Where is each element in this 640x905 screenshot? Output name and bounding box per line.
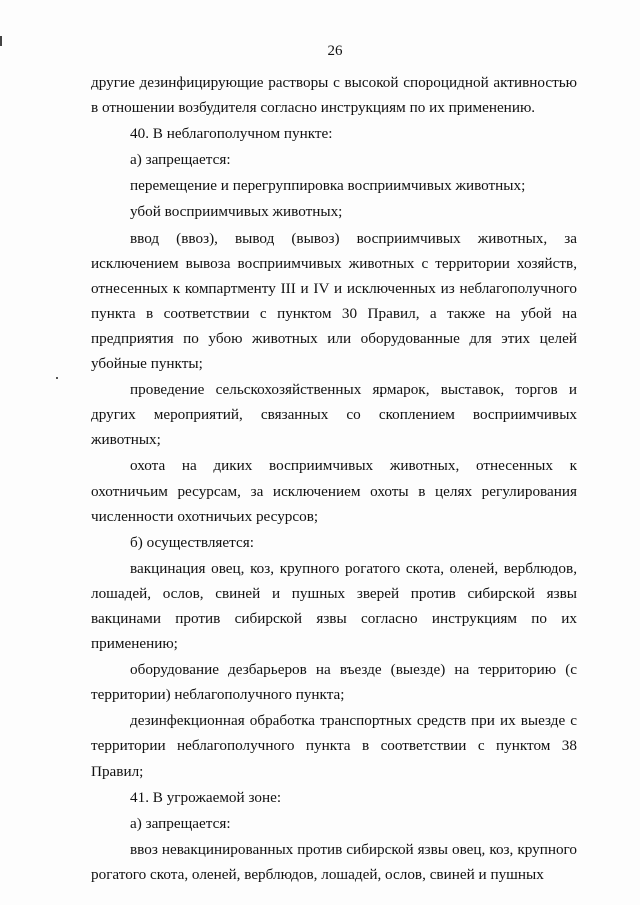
paragraph: а) запрещается:: [130, 151, 231, 169]
paragraph: охота на диких восприимчивых животных, отнесенных к охотничьим ресурсам, за исключением охоты в целях регулирования численности охотничьих ресурсов;: [91, 457, 577, 525]
paragraph: ввод (ввоз), вывод (вывоз) восприимчивых животных, за исключением вывоза восприимчивых животных с территории хозяйств, отнесенных к компартменту III и IV и исключенных из неблагополучного пункта в соответствии с пунктом 30 Правил, а также на убой на предприятия по убою животных или оборудованные для этих целей убойные пункты;: [91, 229, 577, 373]
paragraph: а) запрещается:: [130, 814, 231, 832]
paragraph: вакцинация овец, коз, крупного рогатого скота, оленей, верблюдов, лошадей, ослов, свиней и пушных зверей против сибирской язвы вакцинами против сибирской язвы согласно инструкциям по их применению;: [91, 559, 577, 653]
paragraph: дезинфекционная обработка транспортных средств при их выезде с территории неблагополучного пункта в соответствии с пунктом 38 Правил;: [91, 712, 577, 780]
page-number: 26: [327, 43, 343, 59]
document-body: [91, 70, 577, 887]
paragraph: 41. В угрожаемой зоне:: [130, 788, 282, 806]
paragraph: б) осуществляется:: [130, 533, 254, 551]
paragraph: перемещение и перегруппировка восприимчивых животных;: [130, 177, 526, 195]
paragraph: другие дезинфицирующие растворы с высокой спороцидной активностью в отношении возбудителя согласно инструкциям по их применению.: [91, 74, 577, 117]
paragraph: оборудование дезбарьеров на въезде (выезде) на территорию (с территории) неблагополучного пункта;: [91, 661, 577, 704]
paragraph: 40. В неблагополучном пункте:: [130, 125, 333, 143]
scan-speck: [56, 377, 58, 379]
paragraph: ввоз невакцинированных против сибирской язвы овец, коз, крупного рогатого скота, оленей, верблюдов, лошадей, ослов, свиней и пушных: [91, 840, 577, 883]
paragraph: проведение сельскохозяйственных ярмарок, выставок, торгов и других мероприятий, связанных со скоплением восприимчивых животных;: [91, 381, 577, 449]
paragraph: убой восприимчивых животных;: [130, 203, 343, 221]
